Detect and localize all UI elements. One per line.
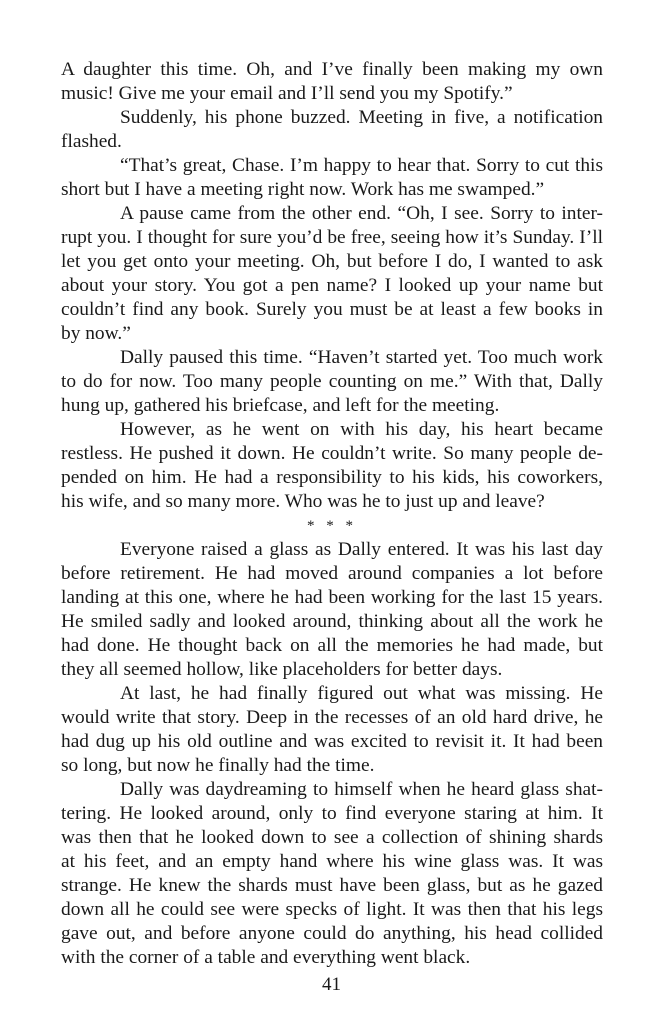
- text-line: his wife, and so many more. Who was he to just up and leave?: [61, 491, 545, 512]
- text-line: had dug up his old outline and was excited to revisit it. It had been: [61, 731, 603, 752]
- text-line: A daughter this time. Oh, and I’ve finally been making my own: [61, 59, 603, 80]
- text-line: Suddenly, his phone buzzed. Meeting in five, a notification: [120, 107, 603, 128]
- text-line: so long, but now he finally had the time.: [61, 755, 375, 776]
- text-line: landing at this one, where he had been working for the last 15 years.: [61, 587, 603, 608]
- text-line: at his feet, and an empty hand where his wine glass was. It was: [61, 851, 603, 872]
- text-line: short but I have a meeting right now. Work has me swamped.”: [61, 179, 545, 200]
- text-line: let you get onto your meeting. Oh, but before I do, I wanted to ask: [61, 251, 603, 272]
- text-line: gave out, and before anyone could do anything, his head collided: [61, 923, 603, 944]
- text-line: A pause came from the other end. “Oh, I see. Sorry to inter-: [120, 203, 603, 224]
- text-line: rupt you. I thought for sure you’d be free, seeing how it’s Sunday. I’ll: [61, 227, 603, 248]
- text-line: about your story. You got a pen name? I looked up your name but: [61, 275, 603, 296]
- text-line: At last, he had finally figured out what was missing. He: [120, 683, 603, 704]
- text-line: tering. He looked around, only to find everyone staring at him. It: [61, 803, 603, 824]
- page-body: [61, 58, 603, 970]
- text-line: However, as he went on with his day, his heart became: [120, 419, 603, 440]
- text-line: by now.”: [61, 323, 131, 344]
- text-line: music! Give me your email and I’ll send you my Spotify.”: [61, 83, 513, 104]
- text-line: down all he could see were specks of light. It was then that his legs: [61, 899, 603, 920]
- text-line: Dally was daydreaming to himself when he heard glass shat-: [120, 779, 603, 800]
- text-line: before retirement. He had moved around companies a lot before: [61, 563, 603, 584]
- text-line: hung up, gathered his briefcase, and left for the meeting.: [61, 395, 500, 416]
- text-line: couldn’t find any book. Surely you must be at least a few books in: [61, 299, 603, 320]
- text-line: with the corner of a table and everything went black.: [61, 947, 471, 968]
- text-line: pended on him. He had a responsibility to his kids, his coworkers,: [61, 467, 603, 488]
- text-line: would write that story. Deep in the recesses of an old hard drive, he: [61, 707, 603, 728]
- text-line: He smiled sadly and looked around, thinking about all the work he: [61, 611, 603, 632]
- text-line: Everyone raised a glass as Dally entered. It was his last day: [120, 539, 603, 560]
- text-line: flashed.: [61, 131, 122, 152]
- text-line: “That’s great, Chase. I’m happy to hear that. Sorry to cut this: [120, 155, 603, 176]
- text-line: to do for now. Too many people counting on me.” With that, Dally: [61, 371, 603, 392]
- text-line: Dally paused this time. “Haven’t started yet. Too much work: [120, 347, 603, 368]
- page-number: 41: [322, 974, 341, 995]
- text-line: was then that he looked down to see a collection of shining shards: [61, 827, 603, 848]
- text-line: strange. He knew the shards must have been glass, but as he gazed: [61, 875, 603, 896]
- text-line: had done. He thought back on all the memories he had made, but: [61, 635, 603, 656]
- text-line: they all seemed hollow, like placeholders for better days.: [61, 659, 503, 680]
- section-break: * * *: [307, 518, 357, 534]
- text-line: restless. He pushed it down. He couldn’t write. So many people de-: [61, 443, 603, 464]
